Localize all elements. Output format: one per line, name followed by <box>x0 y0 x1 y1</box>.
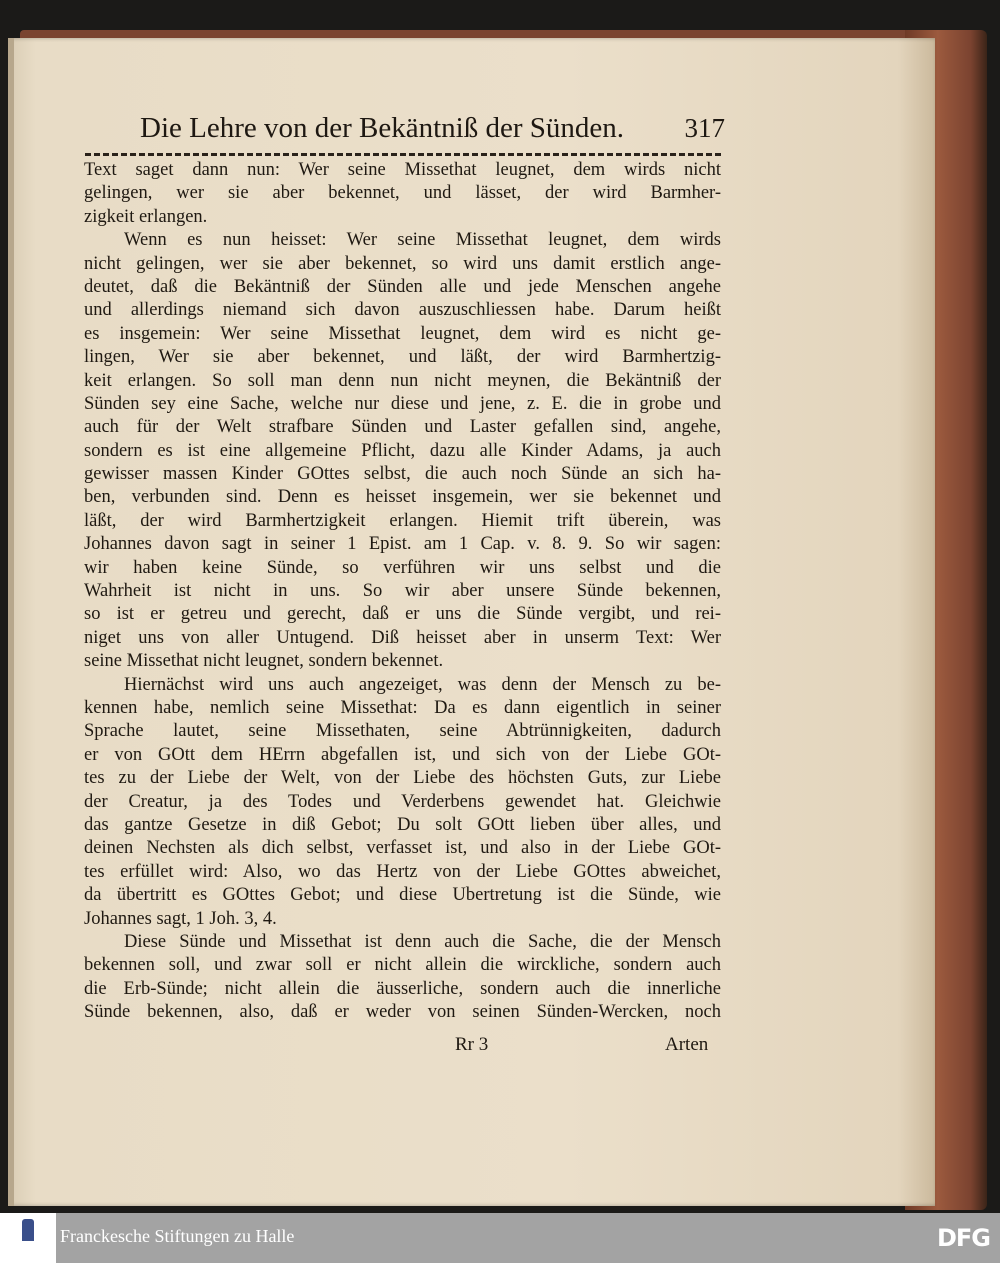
viewer-footer <box>0 1213 1000 1263</box>
institution-name[interactable]: Franckesche Stiftungen zu Halle <box>60 1226 295 1246</box>
running-title: Die Lehre von der Bekäntniß der Sünden. <box>140 112 624 144</box>
text-line: gelingen, wer sie aber bekennet, und lässet, der wird Barmher- <box>84 183 721 204</box>
franckesche-stiftungen-logo[interactable] <box>0 1213 56 1263</box>
signature-mark: Rr 3 <box>455 1034 489 1055</box>
catchword: Arten <box>665 1034 709 1055</box>
text-line: Wenn es nun heisset: Wer seine Missethat leugnet, dem wirds <box>124 230 721 251</box>
text-line: Diese Sünde und Missethat ist denn auch die Sache, die der Mensch <box>124 931 721 952</box>
text-line: seine Missethat nicht leugnet, sondern bekennet. <box>84 651 444 672</box>
text-line: keit erlangen. So soll man denn nun nicht meynen, die Bekäntniß der <box>84 370 721 391</box>
text-line: auch für der Welt strafbare Sünden und Laster gefallen sind, angehe, <box>84 417 721 438</box>
text-line: zigkeit erlangen. <box>84 206 208 227</box>
text-line: so ist er getreu und gerecht, daß er uns die Sünde vergibt, und rei- <box>84 604 721 625</box>
text-line: es insgemein: Wer seine Missethat leugnet, dem wird es nicht ge- <box>84 323 721 344</box>
text-line: Sprache lautet, seine Missethaten, seine Abtrünnigkeiten, dadurch <box>84 721 721 742</box>
text-line: Johannes davon sagt in seiner 1 Epist. am 1 Cap. v. 8. 9. So wir sagen: <box>84 534 721 555</box>
text-line: bekennen soll, und zwar soll er nicht allein die wirckliche, sondern auch <box>84 955 721 976</box>
text-line: die Erb-Sünde; nicht allein die äusserliche, sondern auch die innerliche <box>84 978 721 999</box>
text-line: und allerdings niemand sich davon auszuschliessen habe. Darum heißt <box>84 300 721 321</box>
text-line: wir haben keine Sünde, so verführen wir uns selbst und die <box>84 557 721 578</box>
text-line: kennen habe, nemlich seine Missethat: Da es dann eigentlich in seiner <box>84 697 721 718</box>
dfg-logo[interactable]: DFG <box>936 1224 990 1252</box>
page-number: 317 <box>684 113 725 143</box>
text-line: deutet, daß die Bekäntniß der Sünden alle und jede Menschen angehe <box>84 276 721 297</box>
text-line: da übertritt es GOttes Gebot; und diese Ubertretung ist die Sünde, wie <box>84 885 721 906</box>
text-line: läßt, der wird Barmhertzigkeit erlangen. Hiemit trift überein, was <box>84 510 721 531</box>
text-line: Johannes sagt, 1 Joh. 3, 4. <box>84 908 277 929</box>
text-line: er von GOtt dem HErrn abgefallen ist, und sich von der Liebe GOt- <box>84 744 721 765</box>
text-line: gewisser massen Kinder GOttes selbst, die auch noch Sünde an sich ha- <box>84 464 721 485</box>
text-line: ben, verbunden sind. Denn es heisset insgemein, wer sie bekennet und <box>84 487 721 508</box>
text-line: das gantze Gesetze in diß Gebot; Du solt GOtt lieben über alles, und <box>84 814 721 835</box>
logo-figure-icon <box>22 1219 34 1241</box>
text-line: deinen Nechsten als dich selbst, verfasset ist, und also in der Liebe GOt- <box>84 838 721 859</box>
text-line: niget uns von aller Untugend. Diß heisset aber in unserm Text: Wer <box>84 627 721 648</box>
text-line: der Creatur, ja des Todes und Verderbens gewendet hat. Gleichwie <box>84 791 721 812</box>
text-line: Wahrheit ist nicht in uns. So wir aber unsere Sünde bekennen, <box>84 581 721 602</box>
text-line: Sünden sey eine Sache, welche nur diese und jene, z. E. die in grobe und <box>84 393 721 414</box>
page-gutter <box>8 38 14 1206</box>
text-line: nicht gelingen, wer sie aber bekennet, so wird uns damit erstlich ange- <box>84 253 721 274</box>
text-line: sondern es ist eine allgemeine Pflicht, dazu alle Kinder Adams, ja auch <box>84 440 721 461</box>
text-line: Hiernächst wird uns auch angezeiget, was denn der Mensch zu be- <box>124 674 721 695</box>
text-line: Sünde bekennen, also, daß er weder von seinen Sünden-Wercken, noch <box>84 1002 721 1023</box>
text-line: tes zu der Liebe der Welt, von der Liebe des höchsten Guts, zur Liebe <box>84 768 721 789</box>
running-header <box>140 112 725 150</box>
text-line: lingen, Wer sie aber bekennet, und läßt, der wird Barmhertzig- <box>84 347 721 368</box>
text-line: tes erfüllet wird: Also, wo das Hertz von der Liebe GOttes abweichet, <box>84 861 721 882</box>
page-body-text <box>84 159 721 1024</box>
header-rule <box>85 153 721 156</box>
text-line: Text saget dann nun: Wer seine Missethat leugnet, dem wirds nicht <box>84 160 721 180</box>
